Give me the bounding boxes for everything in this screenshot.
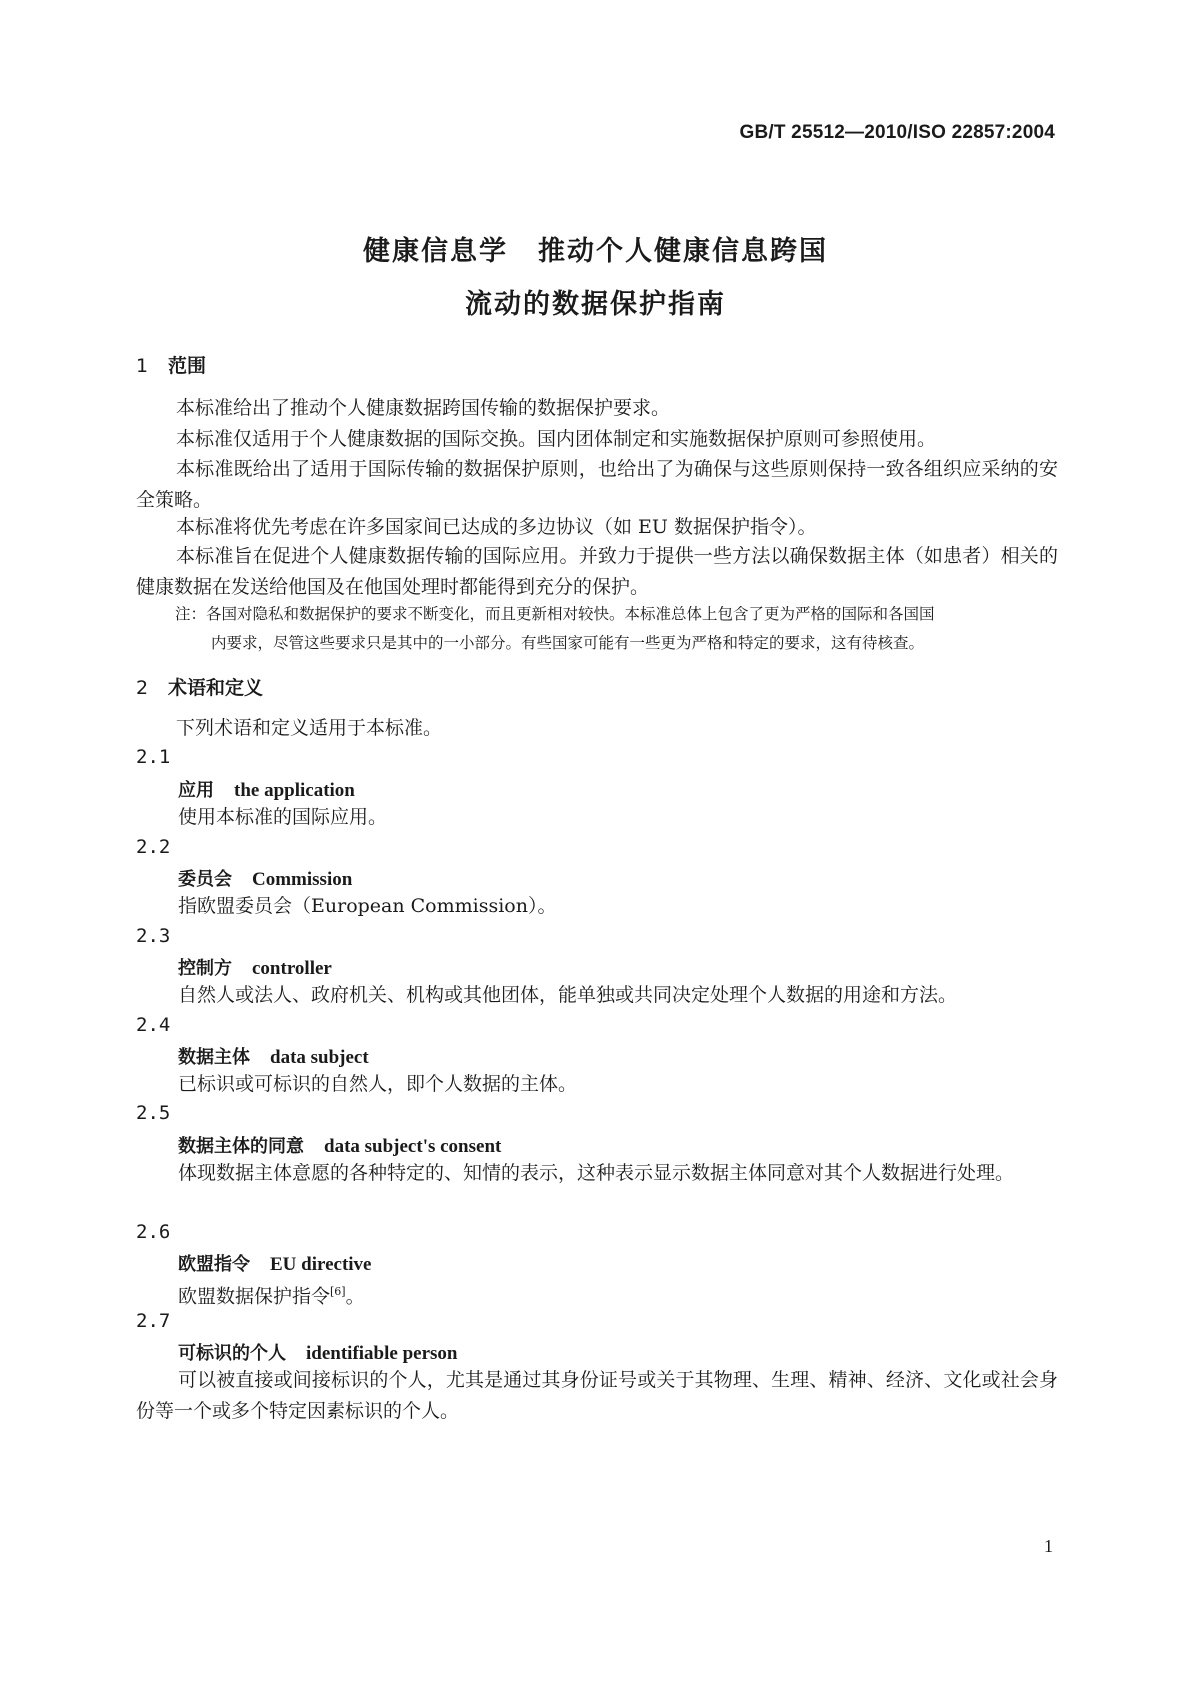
term-name (178, 954, 332, 980)
section-title: 术语和定义 (168, 677, 264, 699)
term-number: 2.7 (136, 1310, 171, 1332)
scope-note (175, 600, 1058, 658)
scope-paragraph: 本标准仅适用于个人健康数据的国际交换。国内团体制定和实施数据保护原则可参照使用。 (176, 428, 937, 450)
term-definition: 已标识或可标识的自然人，即个人数据的主体。 (178, 1073, 578, 1095)
term-definition: 可以被直接或间接标识的个人，尤其是通过其身份证号或关于其物理、生理、精神、经济、文化或社会身份等一个或多个特定因素标识的个人。 (136, 1369, 1058, 1422)
term-number: 2.5 (136, 1102, 171, 1124)
term-en: identifiable person (306, 1343, 458, 1364)
term-zh: 控制方 (178, 958, 232, 979)
note-line-2: 内要求，尽管这些要求只是其中的一小部分。有些国家可能有一些更为严格和特定的要求，这有待核查。 (211, 634, 925, 652)
term-en: EU directive (270, 1254, 372, 1275)
term-zh: 应用 (178, 780, 214, 801)
document-title (0, 225, 1191, 331)
term-name (178, 1250, 372, 1276)
term-zh: 数据主体的同意 (178, 1136, 304, 1157)
term-definition: 自然人或法人、政府机关、机构或其他团体，能单独或共同决定处理个人数据的用途和方法。 (178, 984, 958, 1006)
standard-code: GB/T 25512—2010/ISO 22857:2004 (739, 122, 1055, 143)
term-definition: 使用本标准的国际应用。 (178, 806, 388, 828)
title-part-2: 推动个人健康信息跨国 (538, 236, 828, 267)
term-zh: 数据主体 (178, 1047, 250, 1068)
term-zh: 欧盟指令 (178, 1254, 250, 1275)
scope-paragraph: 本标准将优先考虑在许多国家间已达成的多边协议（如 EU 数据保护指令）。 (176, 516, 817, 538)
note-line-1: 注：各国对隐私和数据保护的要求不断变化，而且更新相对较快。本标准总体上包含了更为严格的国际和各国国 (175, 605, 935, 623)
term-number: 2.3 (136, 925, 171, 947)
scope-paragraph: 本标准给出了推动个人健康数据跨国传输的数据保护要求。 (176, 397, 671, 419)
section-title: 范围 (168, 355, 207, 377)
scope-paragraph: 本标准既给出了适用于国际传输的数据保护原则，也给出了为确保与这些原则保持一致各组织应采纳的安全策略。 (136, 458, 1058, 511)
term-name (178, 1339, 457, 1365)
term-def-end: 。 (345, 1285, 365, 1308)
scope-paragraph: 本标准旨在促进个人健康数据传输的国际应用。并致力于提供一些方法以确保数据主体（如患者）相关的健康数据在发送给他国及在他国处理时都能得到充分的保护。 (136, 545, 1058, 598)
terms-intro: 下列术语和定义适用于本标准。 (176, 717, 443, 739)
term-definition: 指欧盟委员会（European Commission）。 (178, 895, 557, 917)
term-zh: 可标识的个人 (178, 1343, 286, 1364)
term-number: 2.4 (136, 1014, 171, 1036)
reference-mark: [6] (330, 1285, 346, 1298)
title-line-1 (0, 225, 1191, 278)
section-number: 2 (136, 677, 149, 699)
section-number: 1 (136, 355, 149, 377)
term-en: controller (252, 958, 332, 979)
title-line-2: 流动的数据保护指南 (465, 289, 726, 320)
term-en: data subject's consent (324, 1136, 502, 1157)
term-en: the application (234, 780, 355, 801)
term-definition: 体现数据主体意愿的各种特定的、知情的表示，这种表示显示数据主体同意对其个人数据进行处理。 (178, 1162, 1015, 1184)
term-name (178, 865, 352, 891)
title-part-1: 健康信息学 (363, 236, 508, 267)
term-en: data subject (270, 1047, 369, 1068)
term-number: 2.1 (136, 746, 171, 768)
term-name (178, 1043, 369, 1069)
term-name (178, 1132, 501, 1158)
term-number: 2.6 (136, 1221, 171, 1243)
term-zh: 委员会 (178, 869, 232, 890)
section-2-heading (136, 673, 263, 700)
term-en: Commission (252, 869, 353, 890)
term-number: 2.2 (136, 836, 171, 858)
term-definition (136, 1276, 1058, 1312)
page-number: 1 (1044, 1536, 1053, 1556)
section-1-heading (136, 351, 206, 378)
term-name (178, 776, 355, 802)
term-def-text: 欧盟数据保护指令 (178, 1285, 331, 1308)
